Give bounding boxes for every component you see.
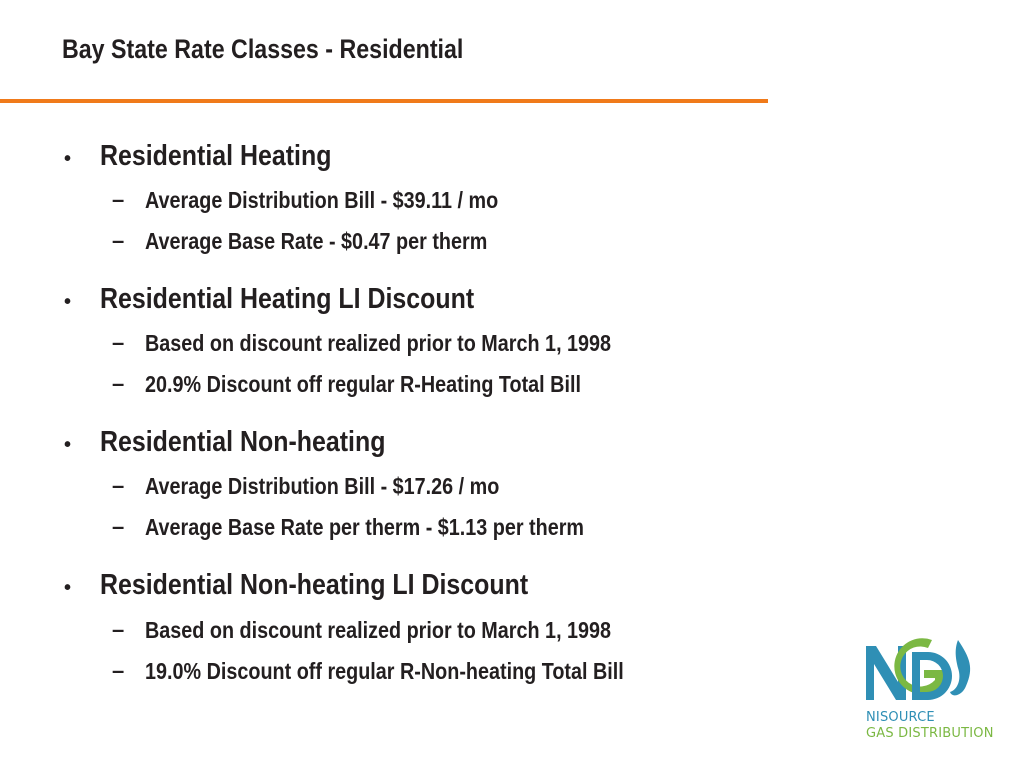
dash-marker: – xyxy=(112,514,125,539)
sub-bullet-text: Based on discount realized prior to March 1, 1998 xyxy=(145,330,612,356)
sub-bullet-text: Based on discount realized prior to March 1, 1998 xyxy=(145,617,612,643)
bullet-heading: Residential Heating xyxy=(100,140,332,172)
dash-marker: – xyxy=(112,473,125,498)
dash-marker: – xyxy=(112,658,125,683)
bullet-heading: Residential Non-heating LI Discount xyxy=(100,569,529,601)
dash-marker: – xyxy=(112,330,125,355)
bullet-marker: • xyxy=(64,434,72,456)
dash-marker: – xyxy=(112,187,125,212)
dash-marker: – xyxy=(112,371,125,396)
slide-title: Bay State Rate Classes - Residential xyxy=(62,34,464,64)
sub-bullet-text: Average Distribution Bill - $39.11 / mo xyxy=(145,187,499,213)
bullet-marker: • xyxy=(64,577,72,599)
sub-bullet-text: Average Base Rate - $0.47 per therm xyxy=(145,228,488,254)
bullet-heading: Residential Heating LI Discount xyxy=(100,283,475,315)
sub-bullet-text: Average Base Rate per therm - $1.13 per therm xyxy=(145,514,585,540)
sub-bullet-text: 19.0% Discount off regular R-Non-heating Total Bill xyxy=(145,658,624,684)
sub-bullet-text: Average Distribution Bill - $17.26 / mo xyxy=(145,473,500,499)
dash-marker: – xyxy=(112,617,125,642)
bullet-marker: • xyxy=(64,148,72,170)
logo-name-line2: GAS DISTRIBUTION xyxy=(866,726,994,741)
sub-bullet-text: 20.9% Discount off regular R-Heating Total Bill xyxy=(145,371,581,397)
bullet-heading: Residential Non-heating xyxy=(100,426,386,458)
bullet-marker: • xyxy=(64,291,72,313)
logo-name-line1: NISOURCE xyxy=(866,710,935,725)
dash-marker: – xyxy=(112,228,125,253)
